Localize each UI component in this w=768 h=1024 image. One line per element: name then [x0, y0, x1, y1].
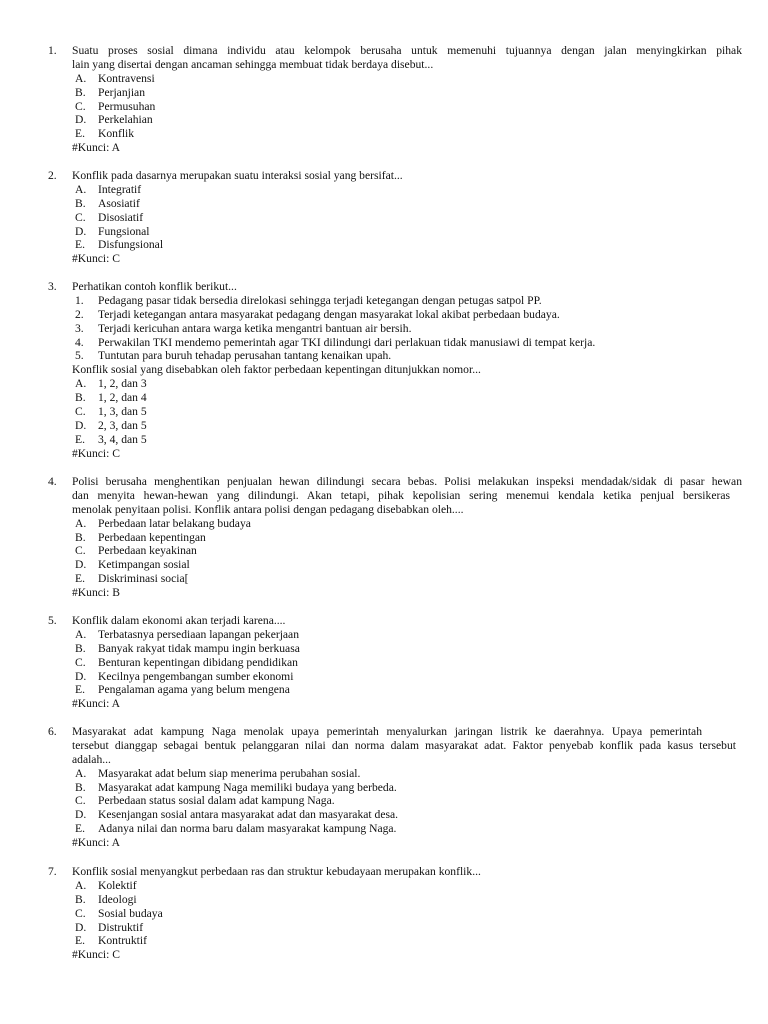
- question-1: [0, 44, 768, 155]
- option-letter: A.: [75, 71, 87, 85]
- question-number: 2.: [48, 169, 57, 182]
- option-letter: D.: [75, 920, 87, 934]
- option-text: Sosial budaya: [98, 906, 163, 920]
- option-letter: E.: [75, 822, 85, 836]
- option-letter: C.: [75, 210, 86, 224]
- statement-text: Perwakilan TKI mendemo pemerintah agar TKI dilindungi dari perlakuan tidak manusiawi di tempat kerja.: [98, 335, 596, 349]
- option-letter: C.: [75, 655, 86, 669]
- question-text-line: dan menyita hewan-hewan yang dilindungi. Akan tetapi, pihak kepolisian sering menemui kendala ketika penjual bersikeras: [72, 488, 730, 502]
- option-text: 3, 4, dan 5: [98, 432, 147, 446]
- option-text: 1, 2, dan 3: [98, 377, 147, 391]
- question-text-line: Konflik pada dasarnya merupakan suatu interaksi sosial yang bersifat...: [72, 169, 403, 182]
- option-text: Banyak rakyat tidak mampu ingin berkuasa: [98, 641, 300, 655]
- option-text: Ideologi: [98, 892, 137, 906]
- option-text: Adanya nilai dan norma baru dalam masyarakat kampung Naga.: [98, 822, 397, 836]
- option-text: Benturan kepentingan dibidang pendidikan: [98, 655, 298, 669]
- question-number: 4.: [48, 475, 57, 488]
- option-letter: E.: [75, 683, 85, 697]
- statement-text: Pedagang pasar tidak bersedia direlokasi sehingga terjadi ketegangan dengan petugas satpol PP.: [98, 293, 542, 307]
- statement-number: 4.: [75, 335, 84, 349]
- option-letter: A.: [75, 627, 87, 641]
- option-letter: D.: [75, 113, 87, 127]
- option-letter: C.: [75, 99, 86, 113]
- option-letter: D.: [75, 418, 87, 432]
- option-letter: E.: [75, 572, 85, 586]
- option-letter: E.: [75, 127, 85, 141]
- answer-key: #Kunci: A: [72, 141, 120, 155]
- option-letter: D.: [75, 669, 87, 683]
- option-letter: D.: [75, 558, 87, 572]
- option-letter: A.: [75, 878, 87, 892]
- option-text: Disfungsional: [98, 238, 164, 252]
- answer-key: #Kunci: C: [72, 252, 120, 266]
- option-letter: B.: [75, 641, 86, 655]
- question-5: [0, 614, 768, 711]
- option-text: Disosiatif: [98, 210, 144, 224]
- option-letter: C.: [75, 906, 86, 920]
- statement-number: 1.: [75, 293, 84, 307]
- question-text-line: tersebut dianggap sebagai bentuk pelanggaran nilai dan norma dalam masyarakat adat. Faktor penyebab konflik pada kasus tersebut: [72, 738, 736, 752]
- option-letter: B.: [75, 892, 86, 906]
- question-text-line: Masyarakat adat kampung Naga menolak upaya pemerintah menyalurkan jaringan listrik ke daerahnya. Upaya pemerintah: [72, 725, 702, 738]
- question-number: 6.: [48, 725, 57, 738]
- option-text: Kontravensi: [98, 71, 155, 85]
- question-7: [0, 865, 768, 962]
- option-text: Distruktif: [98, 920, 144, 934]
- statement-number: 2.: [75, 307, 84, 321]
- question-2: [0, 169, 768, 266]
- option-text: Terbatasnya persediaan lapangan pekerjaan: [98, 627, 300, 641]
- option-text: Perbedaan kepentingan: [98, 530, 206, 544]
- option-letter: B.: [75, 391, 86, 405]
- option-letter: B.: [75, 196, 86, 210]
- option-text: Kolektif: [98, 878, 137, 892]
- question-stem: Konflik sosial yang disebabkan oleh faktor perbedaan kepentingan ditunjukkan nomor...: [72, 363, 481, 377]
- option-text: Pengalaman agama yang belum mengena: [98, 683, 290, 697]
- option-letter: A.: [75, 182, 87, 196]
- question-3: [0, 280, 768, 461]
- question-number: 1.: [48, 44, 57, 57]
- question-text-line: Konflik dalam ekonomi akan terjadi karena....: [72, 614, 286, 627]
- option-letter: A.: [75, 377, 87, 391]
- option-letter: B.: [75, 85, 86, 99]
- option-letter: E.: [75, 238, 85, 252]
- statement-number: 3.: [75, 321, 84, 335]
- question-number: 5.: [48, 614, 57, 627]
- option-text: Masyarakat adat kampung Naga memiliki budaya yang berbeda.: [98, 780, 397, 794]
- option-text: Kecilnya pengembangan sumber ekonomi: [98, 669, 294, 683]
- option-letter: C.: [75, 544, 86, 558]
- option-letter: A.: [75, 516, 87, 530]
- answer-key: #Kunci: A: [72, 836, 120, 850]
- option-text: Perjanjian: [98, 85, 146, 99]
- option-letter: A.: [75, 766, 87, 780]
- question-text-line: Suatu proses sosial dimana individu atau kelompok berusaha untuk memenuhi tujuannya dengan jalan menyingkirkan pihak: [72, 44, 742, 57]
- option-text: Diskriminasi socia[: [98, 572, 189, 586]
- option-text: 2, 3, dan 5: [98, 418, 147, 432]
- question-text-line: Konflik sosial menyangkut perbedaan ras dan struktur kebudayaan merupakan konflik...: [72, 865, 481, 878]
- option-text: Konflik: [98, 127, 135, 141]
- option-text: Ketimpangan sosial: [98, 558, 190, 572]
- option-letter: C.: [75, 794, 86, 808]
- question-text-line: lain yang disertai dengan ancaman sehingga membuat tidak berdaya disebut...: [72, 57, 434, 71]
- answer-key: #Kunci: B: [72, 586, 120, 600]
- statement-number: 5.: [75, 349, 84, 363]
- option-text: Masyarakat adat belum siap menerima perubahan sosial.: [98, 766, 361, 780]
- question-number: 7.: [48, 865, 57, 878]
- option-text: Perbedaan latar belakang budaya: [98, 516, 251, 530]
- question-text-line: Polisi berusaha menghentikan penjualan hewan dilindungi secara bebas. Polisi melakukan inspeksi mendadak/sidak di pasar hewan: [72, 475, 742, 488]
- option-letter: C.: [75, 405, 86, 419]
- option-letter: E.: [75, 934, 85, 948]
- option-text: 1, 3, dan 5: [98, 405, 147, 419]
- option-text: Fungsional: [98, 224, 150, 238]
- question-text-line: adalah...: [72, 752, 111, 766]
- answer-key: #Kunci: C: [72, 948, 120, 962]
- question-text-line: Perhatikan contoh konflik berikut...: [72, 280, 237, 293]
- option-letter: D.: [75, 808, 87, 822]
- option-text: Perkelahian: [98, 113, 153, 127]
- option-letter: B.: [75, 530, 86, 544]
- question-text-line: menolak penyitaan polisi. Konflik antara polisi dengan pedagang disebabkan oleh....: [72, 502, 464, 516]
- statement-text: Tuntutan para buruh tehadap perusahan tantang kenaikan upah.: [98, 349, 392, 363]
- option-text: 1, 2, dan 4: [98, 391, 147, 405]
- option-letter: D.: [75, 224, 87, 238]
- question-number: 3.: [48, 280, 57, 293]
- option-text: Kontruktif: [98, 934, 147, 948]
- statement-text: Terjadi ketegangan antara masyarakat pedagang dengan masyarakat lokal akibat perbedaan budaya.: [98, 307, 560, 321]
- option-letter: B.: [75, 780, 86, 794]
- option-text: Perbedaan keyakinan: [98, 544, 197, 558]
- option-text: Kesenjangan sosial antara masyarakat adat dan masyarakat desa.: [98, 808, 399, 822]
- option-text: Asosiatif: [98, 196, 140, 210]
- answer-key: #Kunci: C: [72, 446, 120, 460]
- question-6: [0, 725, 768, 850]
- statement-text: Terjadi kericuhan antara warga ketika mengantri bantuan air bersih.: [98, 321, 412, 335]
- option-text: Perbedaan status sosial dalam adat kampung Naga.: [98, 794, 335, 808]
- question-4: [0, 475, 768, 600]
- answer-key: #Kunci: A: [72, 697, 120, 711]
- option-text: Integratif: [98, 182, 142, 196]
- option-text: Permusuhan: [98, 99, 156, 113]
- option-letter: E.: [75, 432, 85, 446]
